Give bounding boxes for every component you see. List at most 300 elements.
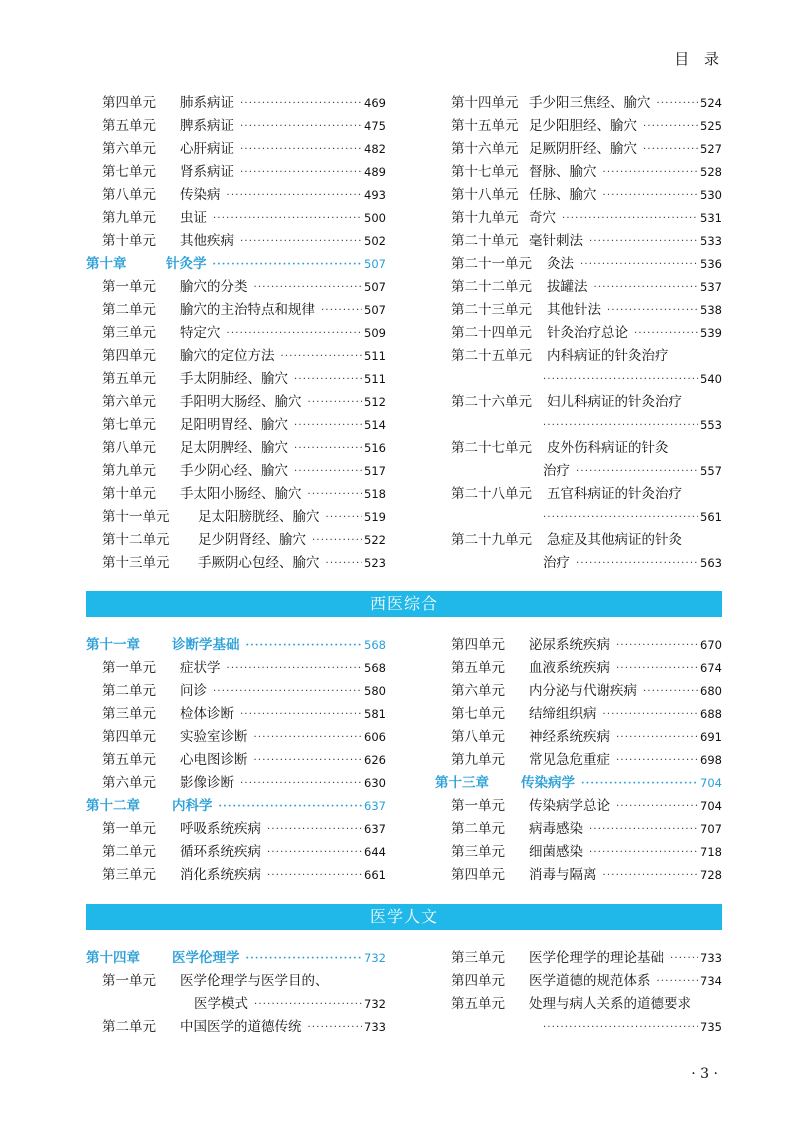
toc-entry-title: 内分泌与代谢疾病 bbox=[529, 683, 637, 699]
toc-entry[interactable] bbox=[86, 159, 386, 182]
dot-leader bbox=[643, 682, 698, 701]
dot-leader bbox=[240, 705, 362, 724]
toc-entry[interactable] bbox=[435, 274, 722, 297]
dot-leader bbox=[603, 163, 699, 182]
dot-leader bbox=[543, 508, 698, 527]
toc-entry[interactable] bbox=[435, 945, 722, 968]
toc-entry[interactable] bbox=[435, 550, 722, 573]
toc-unit-label: 第六单元 bbox=[102, 394, 156, 410]
toc-section-humanities bbox=[86, 945, 722, 1045]
toc-page-number: 533 bbox=[700, 234, 722, 248]
toc-entry-title: 传染病 bbox=[180, 187, 221, 203]
toc-page-number: 493 bbox=[364, 188, 386, 202]
toc-entry-title: 医学道德的规范体系 bbox=[529, 973, 651, 989]
toc-unit-label: 第二十五单元 bbox=[451, 348, 532, 364]
toc-entry[interactable] bbox=[86, 435, 386, 458]
toc-page-number: 733 bbox=[364, 1020, 386, 1034]
toc-unit-label: 第十一章 bbox=[86, 637, 140, 653]
toc-entry-title: 消化系统疾病 bbox=[180, 867, 261, 883]
toc-page-number: 557 bbox=[700, 464, 722, 478]
dot-leader bbox=[308, 393, 363, 412]
toc-entry[interactable] bbox=[435, 182, 722, 205]
toc-entry[interactable] bbox=[435, 862, 722, 885]
toc-entry[interactable] bbox=[435, 504, 722, 527]
toc-unit-label: 第四单元 bbox=[102, 729, 156, 745]
toc-unit-label: 第二十六单元 bbox=[451, 394, 532, 410]
toc-entry[interactable] bbox=[86, 343, 386, 366]
dot-leader bbox=[616, 751, 698, 770]
toc-column-right bbox=[435, 945, 722, 1037]
toc-page-number: 670 bbox=[700, 638, 722, 652]
toc-entry[interactable] bbox=[435, 113, 722, 136]
toc-unit-label: 第二十九单元 bbox=[451, 532, 532, 548]
dot-leader bbox=[581, 774, 698, 793]
toc-entry[interactable] bbox=[86, 274, 386, 297]
toc-page-number: 517 bbox=[364, 464, 386, 478]
dot-leader bbox=[240, 232, 362, 251]
toc-entry-title: 皮外伤科病证的针灸 bbox=[547, 440, 669, 456]
dot-leader bbox=[670, 949, 698, 968]
toc-entry-title: 肾系病证 bbox=[180, 164, 234, 180]
toc-unit-label: 第二单元 bbox=[102, 844, 156, 860]
dot-leader bbox=[616, 636, 698, 655]
toc-entry-title: 呼吸系统疾病 bbox=[180, 821, 261, 837]
toc-entry[interactable] bbox=[86, 1014, 386, 1037]
toc-page-number: 502 bbox=[364, 234, 386, 248]
toc-unit-label: 第二十四单元 bbox=[451, 325, 532, 341]
toc-entry-title: 医学伦理学的理论基础 bbox=[529, 950, 664, 966]
toc-page-number: 680 bbox=[700, 684, 722, 698]
toc-entry[interactable] bbox=[435, 816, 722, 839]
dot-leader bbox=[603, 705, 699, 724]
toc-page-number: 553 bbox=[700, 418, 722, 432]
toc-section-western bbox=[86, 632, 722, 887]
toc-unit-label: 第八单元 bbox=[102, 187, 156, 203]
toc-unit-label: 第二十七单元 bbox=[451, 440, 532, 456]
toc-column-left bbox=[86, 90, 386, 573]
toc-entry-title: 治疗 bbox=[543, 555, 570, 571]
toc-entry-title: 急症及其他病证的针灸 bbox=[547, 532, 682, 548]
toc-chapter-entry[interactable] bbox=[86, 945, 386, 968]
toc-unit-label: 第五单元 bbox=[451, 996, 505, 1012]
dot-leader bbox=[616, 728, 698, 747]
toc-entry-title: 足太阴脾经、腧穴 bbox=[180, 440, 288, 456]
toc-entry[interactable] bbox=[435, 458, 722, 481]
toc-entry[interactable] bbox=[435, 632, 722, 655]
toc-unit-label: 第二单元 bbox=[451, 821, 505, 837]
toc-entry[interactable] bbox=[86, 320, 386, 343]
dot-leader bbox=[254, 995, 362, 1014]
toc-page-number: 732 bbox=[364, 997, 386, 1011]
toc-entry[interactable] bbox=[86, 816, 386, 839]
toc-entry[interactable] bbox=[86, 747, 386, 770]
toc-entry[interactable] bbox=[86, 862, 386, 885]
toc-unit-label: 第四单元 bbox=[102, 348, 156, 364]
toc-unit-label: 第十五单元 bbox=[451, 118, 519, 134]
toc-unit-label: 第二十八单元 bbox=[451, 486, 532, 502]
toc-page-number: 691 bbox=[700, 730, 722, 744]
toc-page-number: 511 bbox=[364, 372, 386, 386]
toc-entry[interactable] bbox=[86, 412, 386, 435]
toc-page-number: 735 bbox=[700, 1020, 722, 1034]
toc-entry-title: 实验室诊断 bbox=[180, 729, 248, 745]
toc-entry[interactable] bbox=[435, 678, 722, 701]
toc-unit-label: 第五单元 bbox=[102, 752, 156, 768]
toc-page-number: 525 bbox=[700, 119, 722, 133]
dot-leader bbox=[254, 728, 363, 747]
toc-entry[interactable] bbox=[435, 343, 722, 366]
toc-entry[interactable] bbox=[435, 1014, 722, 1037]
toc-entry-title: 细菌感染 bbox=[529, 844, 583, 860]
dot-leader bbox=[281, 347, 363, 366]
toc-unit-label: 第十单元 bbox=[102, 486, 156, 502]
toc-entry[interactable] bbox=[435, 701, 722, 724]
toc-entry[interactable] bbox=[86, 366, 386, 389]
toc-page-number: 507 bbox=[364, 280, 386, 294]
dot-leader bbox=[240, 117, 362, 136]
toc-entry[interactable] bbox=[86, 527, 386, 550]
toc-page-number: 688 bbox=[700, 707, 722, 721]
toc-page-number: 536 bbox=[700, 257, 722, 271]
toc-entry[interactable] bbox=[86, 458, 386, 481]
toc-entry[interactable] bbox=[86, 655, 386, 678]
toc-unit-label: 第三单元 bbox=[451, 844, 505, 860]
dot-leader bbox=[267, 843, 362, 862]
dot-leader bbox=[643, 140, 698, 159]
toc-chapter-entry[interactable] bbox=[86, 793, 386, 816]
toc-unit-label: 第八单元 bbox=[102, 440, 156, 456]
toc-entry-title: 足少阴肾经、腧穴 bbox=[198, 532, 306, 548]
toc-unit-label: 第十二章 bbox=[86, 798, 140, 814]
toc-entry[interactable] bbox=[435, 793, 722, 816]
toc-entry-title: 足太阳膀胱经、腧穴 bbox=[198, 509, 320, 525]
toc-unit-label: 第十三单元 bbox=[102, 555, 170, 571]
toc-page-number: 704 bbox=[700, 799, 722, 813]
toc-entry[interactable] bbox=[435, 991, 722, 1014]
toc-page-number: 630 bbox=[364, 776, 386, 790]
toc-unit-label: 第三单元 bbox=[451, 950, 505, 966]
dot-leader bbox=[543, 1018, 698, 1037]
toc-page-number: 528 bbox=[700, 165, 722, 179]
toc-entry-title: 心肝病证 bbox=[180, 141, 234, 157]
toc-unit-label: 第二十二单元 bbox=[451, 279, 532, 295]
toc-unit-label: 第十三章 bbox=[435, 775, 489, 791]
toc-entry-title: 中国医学的道德传统 bbox=[180, 1019, 302, 1035]
toc-entry[interactable] bbox=[435, 839, 722, 862]
toc-page-number: 568 bbox=[364, 638, 386, 652]
dot-leader bbox=[657, 94, 699, 113]
toc-entry-title: 医学模式 bbox=[194, 996, 248, 1012]
toc-entry[interactable] bbox=[435, 297, 722, 320]
toc-entry[interactable] bbox=[86, 991, 386, 1014]
toc-page-number: 469 bbox=[364, 96, 386, 110]
toc-entry-title: 常见急危重症 bbox=[529, 752, 610, 768]
toc-page-number: 661 bbox=[364, 868, 386, 882]
toc-entry-title: 督脉、腧穴 bbox=[529, 164, 597, 180]
toc-unit-label: 第十九单元 bbox=[451, 210, 519, 226]
toc-entry-title: 手太阴肺经、腧穴 bbox=[180, 371, 288, 387]
toc-entry[interactable] bbox=[435, 159, 722, 182]
dot-leader bbox=[240, 140, 362, 159]
toc-entry[interactable] bbox=[435, 205, 722, 228]
toc-entry-title: 医学伦理学与医学目的、 bbox=[180, 973, 329, 989]
toc-entry-title: 特定穴 bbox=[180, 325, 221, 341]
toc-entry-title: 腧穴的主治特点和规律 bbox=[180, 302, 315, 318]
toc-page-number: 489 bbox=[364, 165, 386, 179]
toc-section-tcm bbox=[86, 90, 722, 570]
toc-entry[interactable] bbox=[86, 389, 386, 412]
toc-entry[interactable] bbox=[86, 550, 386, 573]
section-banner-medical-humanities: 医学人文 bbox=[86, 904, 722, 930]
toc-unit-label: 第十八单元 bbox=[451, 187, 519, 203]
toc-unit-label: 第十四章 bbox=[86, 950, 140, 966]
dot-leader bbox=[227, 659, 363, 678]
toc-page-number: 519 bbox=[364, 510, 386, 524]
toc-unit-label: 第十七单元 bbox=[451, 164, 519, 180]
toc-entry[interactable] bbox=[435, 228, 722, 251]
toc-entry-title: 足少阳胆经、腧穴 bbox=[529, 118, 637, 134]
toc-page-number: 527 bbox=[700, 142, 722, 156]
toc-page-number: 644 bbox=[364, 845, 386, 859]
toc-page-number: 518 bbox=[364, 487, 386, 501]
toc-unit-label: 第十六单元 bbox=[451, 141, 519, 157]
toc-entry[interactable] bbox=[86, 968, 386, 991]
toc-entry[interactable] bbox=[435, 389, 722, 412]
toc-entry[interactable] bbox=[435, 320, 722, 343]
toc-page-number: 539 bbox=[700, 326, 722, 340]
toc-entry-title: 腧穴的分类 bbox=[180, 279, 248, 295]
toc-entry[interactable] bbox=[86, 228, 386, 251]
toc-entry-title: 泌尿系统疾病 bbox=[529, 637, 610, 653]
toc-entry[interactable] bbox=[86, 678, 386, 701]
dot-leader bbox=[589, 843, 698, 862]
toc-entry-title: 影像诊断 bbox=[180, 775, 234, 791]
dot-leader bbox=[294, 462, 362, 481]
toc-unit-label: 第四单元 bbox=[451, 867, 505, 883]
dot-leader bbox=[326, 554, 363, 573]
toc-unit-label: 第二十三单元 bbox=[451, 302, 532, 318]
dot-leader bbox=[562, 209, 698, 228]
toc-page-number: 507 bbox=[364, 303, 386, 317]
toc-entry-title: 内科学 bbox=[172, 798, 213, 814]
toc-entry[interactable] bbox=[435, 968, 722, 991]
page-header-title: 目 录 bbox=[674, 50, 724, 68]
toc-page-number: 637 bbox=[364, 822, 386, 836]
toc-entry-title: 足阳明胃经、腧穴 bbox=[180, 417, 288, 433]
toc-unit-label: 第五单元 bbox=[451, 660, 505, 676]
toc-unit-label: 第八单元 bbox=[451, 729, 505, 745]
toc-entry-title: 处理与病人关系的道德要求 bbox=[529, 996, 691, 1012]
dot-leader bbox=[246, 949, 363, 968]
toc-unit-label: 第九单元 bbox=[451, 752, 505, 768]
toc-unit-label: 第七单元 bbox=[102, 417, 156, 433]
toc-entry[interactable] bbox=[435, 136, 722, 159]
toc-entry-title: 检体诊断 bbox=[180, 706, 234, 722]
toc-entry[interactable] bbox=[435, 251, 722, 274]
dot-leader bbox=[267, 866, 362, 885]
toc-entry[interactable] bbox=[86, 839, 386, 862]
toc-unit-label: 第二十单元 bbox=[451, 233, 519, 249]
toc-page-number: 733 bbox=[700, 951, 722, 965]
dot-leader bbox=[580, 255, 698, 274]
dot-leader bbox=[294, 439, 362, 458]
toc-entry[interactable] bbox=[435, 481, 722, 504]
dot-leader bbox=[589, 820, 698, 839]
toc-entry[interactable] bbox=[86, 90, 386, 113]
toc-page-number: 540 bbox=[700, 372, 722, 386]
toc-unit-label: 第七单元 bbox=[451, 706, 505, 722]
toc-entry-title: 脾系病证 bbox=[180, 118, 234, 134]
toc-unit-label: 第一单元 bbox=[102, 279, 156, 295]
toc-entry-title: 其他疾病 bbox=[180, 233, 234, 249]
toc-unit-label: 第十二单元 bbox=[102, 532, 170, 548]
dot-leader bbox=[254, 278, 363, 297]
toc-page-number: 581 bbox=[364, 707, 386, 721]
toc-entry[interactable] bbox=[435, 747, 722, 770]
toc-page-number: 580 bbox=[364, 684, 386, 698]
dot-leader bbox=[240, 94, 362, 113]
toc-unit-label: 第二单元 bbox=[102, 302, 156, 318]
toc-page-number: 732 bbox=[364, 951, 386, 965]
toc-entry-title: 传染病学总论 bbox=[529, 798, 610, 814]
toc-entry[interactable] bbox=[435, 412, 722, 435]
toc-unit-label: 第三单元 bbox=[102, 325, 156, 341]
toc-entry-title: 结缔组织病 bbox=[529, 706, 597, 722]
toc-page-number: 482 bbox=[364, 142, 386, 156]
dot-leader bbox=[227, 324, 363, 343]
toc-page-number: 507 bbox=[364, 257, 386, 271]
toc-unit-label: 第六单元 bbox=[102, 775, 156, 791]
toc-entry[interactable] bbox=[435, 90, 722, 113]
toc-entry-title: 手阳明大肠经、腧穴 bbox=[180, 394, 302, 410]
toc-entry[interactable] bbox=[86, 504, 386, 527]
toc-entry-title: 妇儿科病证的针灸治疗 bbox=[547, 394, 682, 410]
toc-page-number: 626 bbox=[364, 753, 386, 767]
toc-chapter-entry[interactable] bbox=[86, 632, 386, 655]
toc-entry-title: 治疗 bbox=[543, 463, 570, 479]
toc-entry-title: 针灸治疗总论 bbox=[547, 325, 628, 341]
toc-entry-title: 虫证 bbox=[180, 210, 207, 226]
toc-unit-label: 第九单元 bbox=[102, 210, 156, 226]
toc-entry[interactable] bbox=[435, 724, 722, 747]
toc-page-number: 524 bbox=[700, 96, 722, 110]
toc-entry[interactable] bbox=[86, 182, 386, 205]
dot-leader bbox=[246, 636, 363, 655]
toc-entry-title: 消毒与隔离 bbox=[529, 867, 597, 883]
toc-chapter-entry[interactable] bbox=[435, 770, 722, 793]
toc-page-number: 698 bbox=[700, 753, 722, 767]
toc-entry-title: 其他针法 bbox=[547, 302, 601, 318]
toc-entry[interactable] bbox=[86, 481, 386, 504]
dot-leader bbox=[643, 117, 698, 136]
toc-page-number: 704 bbox=[700, 776, 722, 790]
toc-entry[interactable] bbox=[86, 205, 386, 228]
toc-page-number: 674 bbox=[700, 661, 722, 675]
toc-entry-title: 医学伦理学 bbox=[172, 950, 240, 966]
toc-chapter-entry[interactable] bbox=[86, 251, 386, 274]
dot-leader bbox=[321, 301, 362, 320]
toc-entry-title: 手少阴心经、腧穴 bbox=[180, 463, 288, 479]
toc-entry[interactable] bbox=[435, 366, 722, 389]
toc-entry-title: 针灸学 bbox=[166, 256, 207, 272]
toc-unit-label: 第十四单元 bbox=[451, 95, 519, 111]
dot-leader bbox=[254, 751, 363, 770]
toc-entry[interactable] bbox=[435, 655, 722, 678]
toc-page-number: 523 bbox=[364, 556, 386, 570]
toc-unit-label: 第四单元 bbox=[451, 973, 505, 989]
dot-leader bbox=[543, 416, 698, 435]
dot-leader bbox=[308, 1018, 363, 1037]
toc-column-right bbox=[435, 90, 722, 573]
dot-leader bbox=[213, 682, 362, 701]
toc-unit-label: 第七单元 bbox=[102, 164, 156, 180]
toc-unit-label: 第一单元 bbox=[102, 973, 156, 989]
toc-page-number: 530 bbox=[700, 188, 722, 202]
dot-leader bbox=[589, 232, 698, 251]
toc-page-number: 512 bbox=[364, 395, 386, 409]
toc-entry[interactable] bbox=[435, 527, 722, 550]
toc-entry[interactable] bbox=[86, 136, 386, 159]
toc-unit-label: 第三单元 bbox=[102, 706, 156, 722]
toc-page-number: 522 bbox=[364, 533, 386, 547]
toc-page-number: 475 bbox=[364, 119, 386, 133]
toc-page-number: 734 bbox=[700, 974, 722, 988]
dot-leader bbox=[607, 301, 698, 320]
toc-column-left bbox=[86, 632, 386, 885]
dot-leader bbox=[576, 462, 698, 481]
toc-page-number: 509 bbox=[364, 326, 386, 340]
toc-entry-title: 腧穴的定位方法 bbox=[180, 348, 275, 364]
toc-page-number: 500 bbox=[364, 211, 386, 225]
dot-leader bbox=[312, 531, 362, 550]
toc-unit-label: 第六单元 bbox=[102, 141, 156, 157]
toc-entry-title: 传染病学 bbox=[521, 775, 575, 791]
toc-entry[interactable] bbox=[86, 297, 386, 320]
toc-entry[interactable] bbox=[86, 724, 386, 747]
toc-entry-title: 手厥阴心包经、腧穴 bbox=[198, 555, 320, 571]
toc-unit-label: 第四单元 bbox=[102, 95, 156, 111]
toc-entry-title: 病毒感染 bbox=[529, 821, 583, 837]
toc-unit-label: 第二单元 bbox=[102, 683, 156, 699]
toc-page-number: 538 bbox=[700, 303, 722, 317]
toc-page-number: 561 bbox=[700, 510, 722, 524]
toc-entry[interactable] bbox=[86, 113, 386, 136]
dot-leader bbox=[219, 797, 363, 816]
toc-entry-title: 症状学 bbox=[180, 660, 221, 676]
toc-unit-label: 第一单元 bbox=[102, 660, 156, 676]
toc-unit-label: 第十一单元 bbox=[102, 509, 170, 525]
toc-page-number: 606 bbox=[364, 730, 386, 744]
dot-leader bbox=[227, 186, 363, 205]
toc-entry-title: 心电图诊断 bbox=[180, 752, 248, 768]
toc-entry[interactable] bbox=[86, 770, 386, 793]
toc-entry-title: 任脉、腧穴 bbox=[529, 187, 597, 203]
dot-leader bbox=[294, 370, 362, 389]
toc-unit-label: 第五单元 bbox=[102, 371, 156, 387]
toc-page-number: 511 bbox=[364, 349, 386, 363]
toc-entry-title: 毫针刺法 bbox=[529, 233, 583, 249]
toc-page-number: 707 bbox=[700, 822, 722, 836]
toc-entry[interactable] bbox=[86, 701, 386, 724]
toc-entry-title: 诊断学基础 bbox=[172, 637, 240, 653]
dot-leader bbox=[594, 278, 699, 297]
toc-column-left bbox=[86, 945, 386, 1037]
toc-unit-label: 第一单元 bbox=[451, 798, 505, 814]
dot-leader bbox=[543, 370, 698, 389]
toc-entry[interactable] bbox=[435, 435, 722, 458]
toc-entry-title: 手太阳小肠经、腧穴 bbox=[180, 486, 302, 502]
dot-leader bbox=[603, 866, 699, 885]
